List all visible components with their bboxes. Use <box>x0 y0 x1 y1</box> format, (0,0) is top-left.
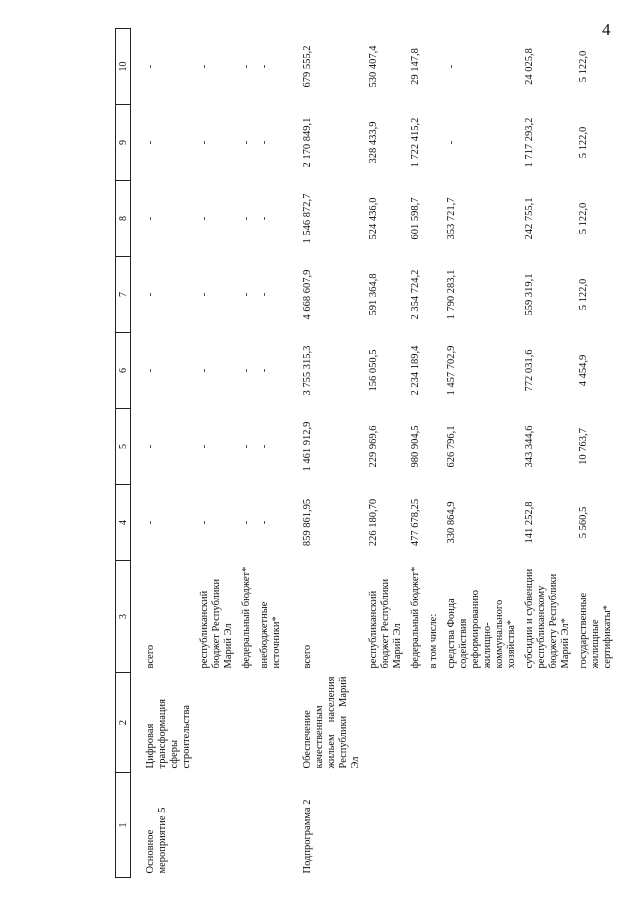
value-cell: 5 122,0 <box>578 278 589 311</box>
value-cell: 330 864,9 <box>446 501 457 544</box>
value-cell: - <box>145 292 156 297</box>
table-row <box>409 29 427 878</box>
value-cell: 5 560,5 <box>578 506 589 539</box>
item-code-cell <box>367 773 409 878</box>
table-body <box>131 29 620 878</box>
value-cell: - <box>145 520 156 525</box>
value-cell: - <box>199 64 210 69</box>
value-cell: 229 969,6 <box>368 425 379 468</box>
funding-source-cell: федеральный бюджет* <box>410 566 421 669</box>
value-cell: - <box>199 368 210 373</box>
value-cell: 679 555,2 <box>302 45 313 88</box>
value-cell: 3 755 315,3 <box>302 345 313 396</box>
value-cell: 1 461 912,9 <box>302 421 313 472</box>
item-code-cell <box>445 773 523 878</box>
table-row <box>445 29 523 878</box>
table-row <box>198 29 240 878</box>
table-row <box>240 29 258 878</box>
value-cell: - <box>199 292 210 297</box>
value-cell <box>427 105 445 181</box>
item-code-cell <box>198 773 240 878</box>
value-cell: - <box>259 140 270 145</box>
value-cell: 328 433,9 <box>368 121 379 164</box>
table-row <box>258 29 288 878</box>
value-cell: - <box>446 64 457 69</box>
item-name-cell: Обеспечение качественным жильем населения Республики Марий Эл <box>302 676 361 769</box>
value-cell: - <box>259 520 270 525</box>
value-cell: - <box>145 368 156 373</box>
table-row <box>577 29 619 878</box>
value-cell: 4 454,9 <box>578 354 589 387</box>
value-cell: 477 678,25 <box>410 498 421 547</box>
header-cell: 6 <box>116 333 131 409</box>
header-cell: 4 <box>116 485 131 561</box>
item-name-cell <box>577 673 619 773</box>
value-cell: 2 234 189,4 <box>410 345 421 396</box>
value-cell <box>427 257 445 333</box>
value-cell: - <box>199 140 210 145</box>
value-cell: - <box>259 368 270 373</box>
value-cell: - <box>259 216 270 221</box>
table-row <box>367 29 409 878</box>
value-cell: 1 546 872,7 <box>302 193 313 244</box>
item-code-cell <box>258 773 288 878</box>
value-cell: - <box>241 64 252 69</box>
header-cell: 9 <box>116 105 131 181</box>
funding-source-cell: средства Фонда содействия реформированию жилищно-коммунального хозяйства* <box>446 589 517 669</box>
value-cell <box>427 333 445 409</box>
item-name-cell <box>240 673 258 773</box>
funding-source-cell: всего <box>145 644 156 669</box>
value-cell: 5 122,0 <box>578 126 589 159</box>
header-cell: 10 <box>116 29 131 105</box>
value-cell: 10 763,7 <box>578 428 589 465</box>
value-cell: 559 319,1 <box>524 273 535 316</box>
header-cell: 8 <box>116 181 131 257</box>
value-cell: 242 755,1 <box>524 197 535 240</box>
item-name-cell <box>427 673 445 773</box>
item-code-cell <box>577 773 619 878</box>
value-cell: 1 717 293,2 <box>524 117 535 168</box>
item-code-cell: Основное мероприятие 5 <box>145 807 168 874</box>
item-code-cell <box>409 773 427 878</box>
value-cell: 1 722 415,2 <box>410 117 421 168</box>
item-name-cell <box>523 673 577 773</box>
value-cell: - <box>145 216 156 221</box>
value-cell <box>427 181 445 257</box>
funding-source-cell: внебюджетные источники* <box>259 601 282 669</box>
table-row <box>523 29 577 878</box>
value-cell: - <box>199 520 210 525</box>
header-cell: 1 <box>116 773 131 878</box>
value-cell: - <box>145 64 156 69</box>
funding-source-cell: республиканский бюджет Республики Марий Эл <box>199 578 234 669</box>
value-cell: - <box>145 140 156 145</box>
value-cell: 29 147,8 <box>410 48 421 85</box>
header-cell: 5 <box>116 409 131 485</box>
item-code-cell: Подпрограмма 2 <box>302 799 313 874</box>
value-cell: - <box>446 140 457 145</box>
value-cell: 2 170 849,1 <box>302 117 313 168</box>
value-cell: 5 122,0 <box>578 50 589 83</box>
item-code-cell <box>427 773 445 878</box>
funding-source-cell: республиканский бюджет Республики Марий Эл <box>368 578 403 669</box>
value-cell: 626 796,1 <box>446 425 457 468</box>
funding-table <box>115 28 619 878</box>
value-cell <box>427 485 445 561</box>
value-cell: 24 025,8 <box>524 48 535 85</box>
funding-source-cell: государственные жилищные сертификаты* <box>578 592 613 669</box>
value-cell: 524 436,0 <box>368 197 379 240</box>
value-cell: - <box>145 444 156 449</box>
funding-source-cell: субсидии и субвенции республиканскому бюджету Республики Марий Эл* <box>524 568 571 669</box>
value-cell <box>427 29 445 105</box>
value-cell: - <box>241 368 252 373</box>
value-cell: 353 721,7 <box>446 197 457 240</box>
value-cell: 2 354 724,2 <box>410 269 421 320</box>
value-cell <box>427 409 445 485</box>
value-cell: 591 364,8 <box>368 273 379 316</box>
value-cell: - <box>241 292 252 297</box>
value-cell: 1 457 702,9 <box>446 345 457 396</box>
value-cell: - <box>199 216 210 221</box>
value-cell: 980 904,5 <box>410 425 421 468</box>
value-cell: - <box>259 444 270 449</box>
value-cell: 226 180,70 <box>368 498 379 547</box>
item-name-cell: Цифровая трансформация сферы строительства <box>145 699 192 769</box>
item-name-cell <box>445 673 523 773</box>
page-number: 4 <box>602 20 611 39</box>
value-cell: - <box>199 444 210 449</box>
header-cell: 2 <box>116 673 131 773</box>
table-row <box>427 29 445 878</box>
value-cell: 5 122,0 <box>578 202 589 235</box>
value-cell: 156 050,5 <box>368 349 379 392</box>
value-cell: 1 790 283,1 <box>446 269 457 320</box>
value-cell: - <box>259 64 270 69</box>
item-name-cell <box>198 673 240 773</box>
funding-source-cell: федеральный бюджет* <box>241 566 252 669</box>
header-cell: 3 <box>116 561 131 673</box>
item-name-cell <box>409 673 427 773</box>
header-cell: 7 <box>116 257 131 333</box>
table-row <box>131 29 199 878</box>
rotated-table-container <box>115 30 635 878</box>
item-code-cell <box>240 773 258 878</box>
value-cell: 4 668 607,9 <box>302 269 313 320</box>
item-code-cell <box>523 773 577 878</box>
item-name-cell <box>367 673 409 773</box>
value-cell: - <box>241 444 252 449</box>
header-row <box>116 29 131 878</box>
value-cell: 343 344,6 <box>524 425 535 468</box>
value-cell: 141 252,8 <box>524 501 535 544</box>
value-cell: 859 861,95 <box>302 498 313 547</box>
table-row <box>288 29 367 878</box>
value-cell: 601 598,7 <box>410 197 421 240</box>
value-cell: - <box>241 216 252 221</box>
table-header <box>116 29 131 878</box>
value-cell: 530 407,4 <box>368 45 379 88</box>
funding-source-cell: в том числе: <box>428 613 439 669</box>
funding-source-cell: всего <box>302 644 313 669</box>
value-cell: - <box>241 520 252 525</box>
value-cell: - <box>259 292 270 297</box>
value-cell: 772 031,6 <box>524 349 535 392</box>
value-cell: - <box>241 140 252 145</box>
item-name-cell <box>258 673 288 773</box>
